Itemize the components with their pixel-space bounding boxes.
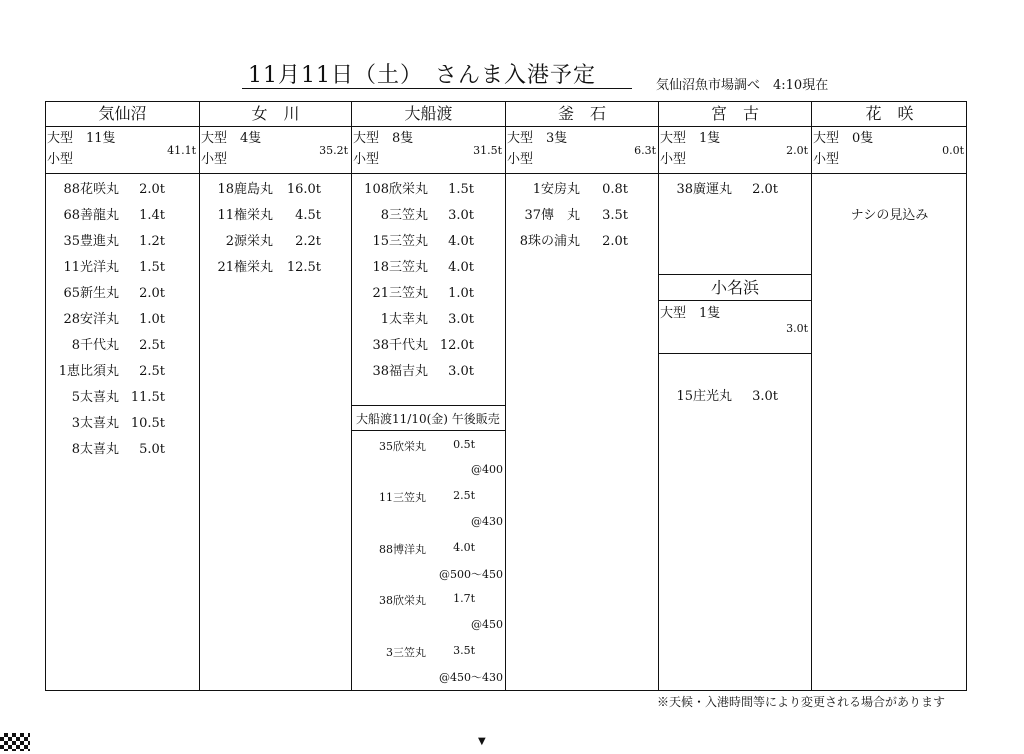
port-header-kesennuma: 気仙沼: [98, 104, 147, 123]
port-header-kamaishi: 釜 石: [557, 104, 606, 123]
port-header-hanasaki: 花 咲: [865, 104, 914, 123]
boat-row: 1太幸丸 3.0t: [380, 312, 474, 327]
summary-total: 31.5t: [473, 144, 502, 157]
boat-row: 8珠の浦丸 2.0t: [519, 234, 628, 249]
summary-small: 小型: [660, 152, 687, 167]
boat-row: 2源栄丸 2.2t: [225, 234, 321, 249]
sale-boat-tons: 4.0t: [453, 541, 475, 554]
sale-boat-tons: 2.5t: [453, 489, 475, 502]
sale-boat-name: 35欣栄丸: [379, 440, 426, 453]
boat-row: 35豊進丸 1.2t: [63, 234, 165, 249]
boat-row: 8千代丸 2.5t: [71, 338, 165, 353]
down-arrow-icon: ▼: [478, 736, 486, 747]
boat-row: 65新生丸 2.0t: [63, 286, 165, 301]
title-underline: [242, 88, 632, 89]
boat-row: 108欣栄丸 1.5t: [364, 182, 474, 197]
sale-boat-tons: 3.5t: [453, 644, 475, 657]
summary-total: 35.2t: [319, 144, 348, 157]
sale-top-rule: [351, 405, 505, 406]
sale-price: @430: [471, 515, 503, 528]
sale-price: @500～450: [439, 568, 503, 581]
port-header-ofunato: 大船渡: [404, 104, 453, 123]
summary-large: 大型 1隻: [660, 131, 721, 146]
boat-row: 1恵比須丸 2.5t: [58, 364, 165, 379]
sale-header: 大船渡11/10(金) 午後販売: [356, 412, 500, 426]
page-title: 11月11日（土） さんま入港予定: [248, 63, 596, 88]
sale-boat-name: 11三笠丸: [379, 491, 426, 504]
header-rule: [45, 126, 967, 127]
sub-port-top-rule: [658, 274, 811, 275]
summary-large: 大型 3隻: [507, 131, 568, 146]
boat-row: 88花咲丸 2.0t: [63, 182, 165, 197]
boat-row: 28安洋丸 1.0t: [63, 312, 165, 327]
boat-row: 68善龍丸 1.4t: [63, 208, 165, 223]
summary-total: 6.3t: [634, 144, 656, 157]
sub-port-header-rule: [658, 300, 811, 301]
boat-row: 21権栄丸 12.5t: [217, 260, 321, 275]
summary-rule: [45, 173, 967, 174]
boat-row: 38廣運丸 2.0t: [676, 182, 778, 197]
sale-price: @400: [471, 463, 503, 476]
summary-small: 小型: [201, 152, 228, 167]
summary-large: 大型 4隻: [201, 131, 262, 146]
no-catch-message: ナシの見込み: [850, 208, 929, 223]
summary-total: 2.0t: [786, 144, 808, 157]
checker-mark-icon: [0, 733, 30, 751]
sale-price: @450～430: [439, 671, 503, 684]
summary-total: 3.0t: [786, 322, 808, 335]
sale-header-rule: [351, 430, 505, 431]
port-header-onagawa: 女 川: [251, 104, 300, 123]
summary-small: 小型: [47, 152, 74, 167]
sale-boat-name: 88博洋丸: [379, 543, 426, 556]
source-note: 気仙沼魚市場調べ 4:10現在: [656, 78, 829, 93]
boat-row: 8三笠丸 3.0t: [380, 208, 474, 223]
boat-row: 37傳 丸 3.5t: [524, 208, 628, 223]
summary-large: 大型 0隻: [813, 131, 874, 146]
column-divider: [199, 101, 200, 691]
port-header-miyako: 宮 古: [710, 104, 759, 123]
summary-large: 大型 1隻: [660, 306, 721, 321]
boat-row: 3太喜丸 10.5t: [71, 416, 165, 431]
boat-row: 1安房丸 0.8t: [532, 182, 628, 197]
sub-port-header-onahama: 小名浜: [710, 278, 759, 297]
boat-row: 8太喜丸 5.0t: [71, 442, 165, 457]
column-divider: [811, 101, 812, 691]
column-divider: [658, 101, 659, 691]
boat-row: 21三笠丸 1.0t: [372, 286, 474, 301]
sub-port-summary-rule: [658, 353, 811, 354]
summary-large: 大型 11隻: [47, 131, 116, 146]
sale-boat-tons: 1.7t: [453, 592, 475, 605]
sale-price: @450: [471, 618, 503, 631]
summary-small: 小型: [813, 152, 840, 167]
boat-row: 15庄光丸 3.0t: [676, 389, 778, 404]
sale-boat-name: 3三笠丸: [386, 646, 426, 659]
sale-boat-tons: 0.5t: [453, 438, 475, 451]
boat-row: 11光洋丸 1.5t: [63, 260, 165, 275]
summary-total: 0.0t: [942, 144, 964, 157]
boat-row: 15三笠丸 4.0t: [372, 234, 474, 249]
boat-row: 38千代丸 12.0t: [372, 338, 474, 353]
boat-row: 38福吉丸 3.0t: [372, 364, 474, 379]
boat-row: 18鹿島丸 16.0t: [217, 182, 321, 197]
sale-boat-name: 38欣栄丸: [379, 594, 426, 607]
summary-small: 小型: [507, 152, 534, 167]
boat-row: 11権栄丸 4.5t: [217, 208, 321, 223]
summary-small: 小型: [353, 152, 380, 167]
boat-row: 18三笠丸 4.0t: [372, 260, 474, 275]
summary-large: 大型 8隻: [353, 131, 414, 146]
summary-total: 41.1t: [167, 144, 196, 157]
boat-row: 5太喜丸 11.5t: [71, 390, 165, 405]
footer-note: ※天候・入港時間等により変更される場合があります: [657, 695, 946, 709]
